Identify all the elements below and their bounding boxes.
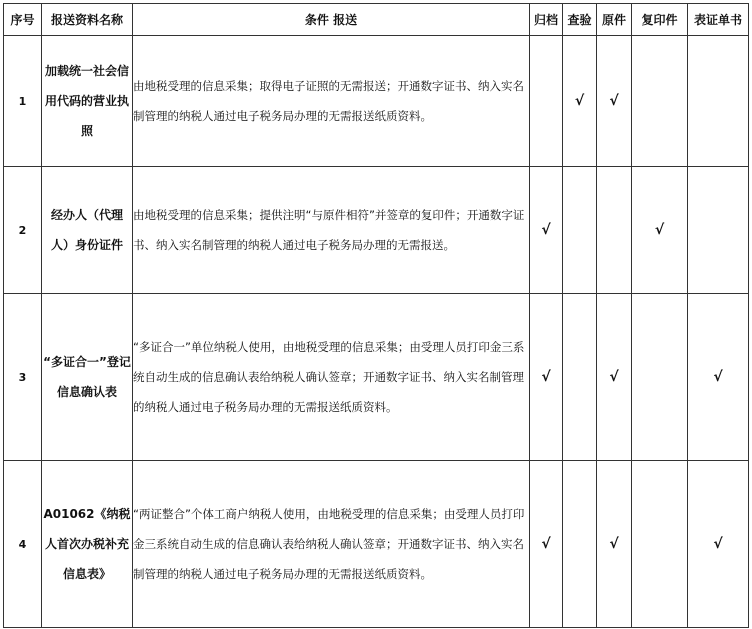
header-archive: 归档 [530, 4, 563, 36]
header-cert-form: 表证单书 [688, 4, 749, 36]
header-row [4, 4, 749, 36]
row-name: 经办人（代理人）身份证件 [42, 167, 133, 294]
verify-check-icon [563, 294, 597, 461]
original-check-icon: √ [597, 294, 632, 461]
row-seq: 1 [4, 36, 42, 167]
row-conditions: 由地税受理的信息采集；提供注明“与原件相符”并签章的复印件；开通数字证书、纳入实名制管理的纳税人通过电子税务局办理的无需报送。 [133, 167, 530, 294]
header-conditions: 条件 报送 [133, 4, 530, 36]
table-row [4, 461, 749, 628]
cert-form-check-icon: √ [688, 461, 749, 628]
header-copy: 复印件 [632, 4, 688, 36]
row-conditions: “多证合一”单位纳税人使用，由地税受理的信息采集；由受理人员打印金三系统自动生成的信息确认表给纳税人确认签章；开通数字证书、纳入实名制管理的纳税人通过电子税务局办理的无需报送纸质资料。 [133, 294, 530, 461]
cert-form-check-icon: √ [688, 294, 749, 461]
copy-check-icon [632, 36, 688, 167]
archive-check-icon: √ [530, 461, 563, 628]
cert-form-check-icon [688, 167, 749, 294]
header-name: 报送资料名称 [42, 4, 133, 36]
archive-check-icon: √ [530, 294, 563, 461]
row-seq: 3 [4, 294, 42, 461]
header-original: 原件 [597, 4, 632, 36]
header-seq: 序号 [4, 4, 42, 36]
materials-table [3, 3, 749, 628]
row-seq: 2 [4, 167, 42, 294]
header-verify: 查验 [563, 4, 597, 36]
copy-check-icon: √ [632, 167, 688, 294]
row-seq: 4 [4, 461, 42, 628]
archive-check-icon: √ [530, 167, 563, 294]
table-row [4, 36, 749, 167]
copy-check-icon [632, 294, 688, 461]
original-check-icon: √ [597, 461, 632, 628]
cert-form-check-icon [688, 36, 749, 167]
table-row [4, 167, 749, 294]
row-name: “多证合一”登记信息确认表 [42, 294, 133, 461]
copy-check-icon [632, 461, 688, 628]
original-check-icon: √ [597, 36, 632, 167]
archive-check-icon [530, 36, 563, 167]
verify-check-icon [563, 167, 597, 294]
table-row [4, 294, 749, 461]
verify-check-icon: √ [563, 36, 597, 167]
row-name: 加载统一社会信用代码的营业执照 [42, 36, 133, 167]
row-name: A01062《纳税人首次办税补充信息表》 [42, 461, 133, 628]
row-conditions: 由地税受理的信息采集；取得电子证照的无需报送；开通数字证书、纳入实名制管理的纳税人通过电子税务局办理的无需报送纸质资料。 [133, 36, 530, 167]
original-check-icon [597, 167, 632, 294]
verify-check-icon [563, 461, 597, 628]
row-conditions: “两证整合”个体工商户纳税人使用，由地税受理的信息采集；由受理人员打印金三系统自动生成的信息确认表给纳税人确认签章；开通数字证书、纳入实名制管理的纳税人通过电子税务局办理的无需报送纸质资料。 [133, 461, 530, 628]
